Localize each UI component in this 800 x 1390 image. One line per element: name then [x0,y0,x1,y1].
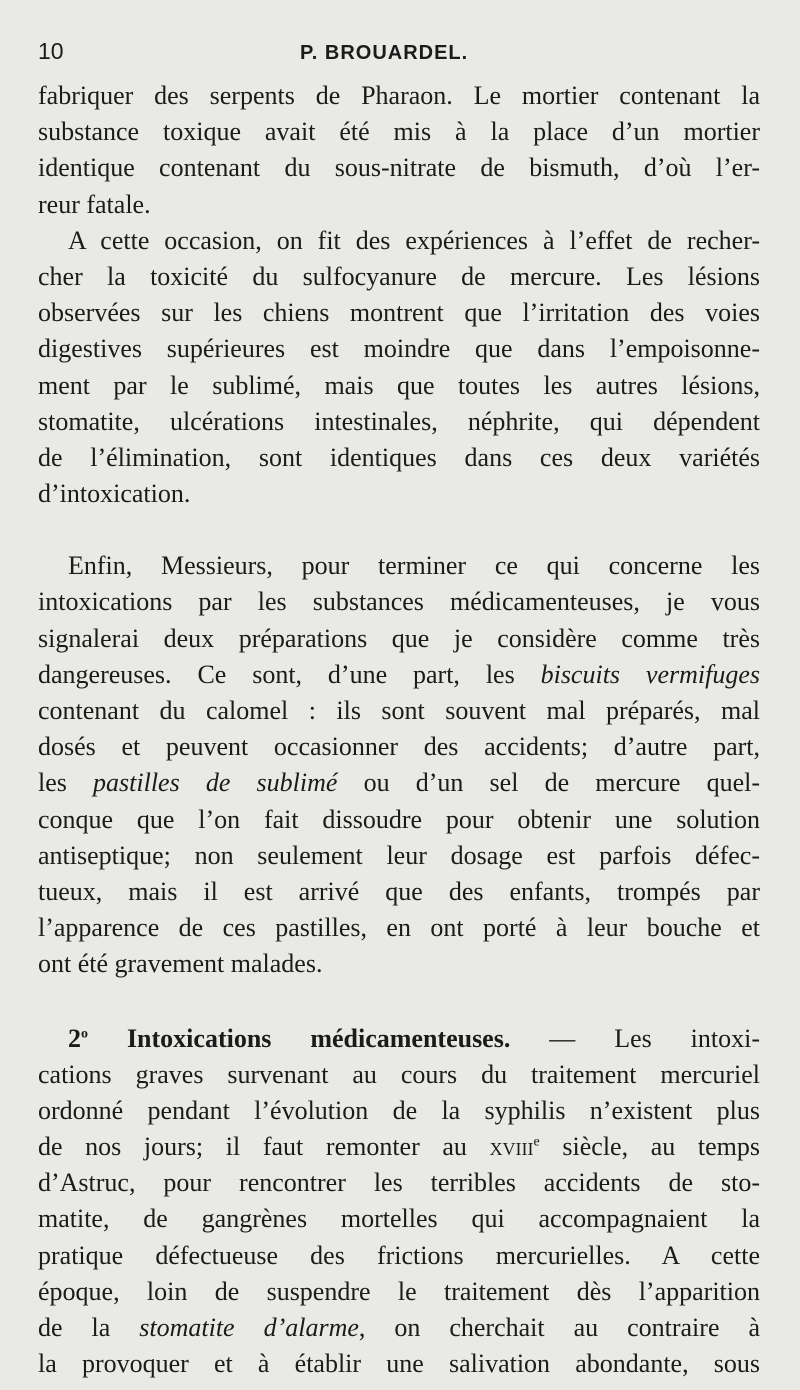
text-line: digestives supérieures est moindre que dans l’empoisonne- [38,334,760,364]
text-line: identique contenant du sous-nitrate de bismuth, d’où l’er- [38,153,760,183]
text-line: stomatite, ulcérations intestinales, néphrite, qui dépendent [38,406,760,436]
text-line: d’Astruc, pour rencontrer les terribles accidents de sto- [38,1168,760,1198]
text-run: de la [38,1313,140,1342]
italic-term: biscuits vermifuges [540,659,760,689]
text-run: dangereuses. Ce sont, d’une part, les [38,659,541,689]
text-line: signalerai deux préparations que je considère comme très [38,623,760,653]
text-line: ont été gravement malades. [38,949,323,979]
superscript: e [533,1134,540,1150]
text-line: contenant du calomel : ils sont souvent mal préparés, mal [38,696,760,725]
paragraph-1 [38,78,760,223]
page-number: 10 [38,38,64,64]
text-line: cher la toxicité du sulfocyanure de mercure. Les lésions [38,261,760,291]
section-2 [38,1021,760,1383]
text-line: d’intoxication. [38,479,191,509]
text-line: ment par le sublimé, mais que toutes les autres lésions, [38,370,760,400]
text-run: de nos jours; il faut remonter au [38,1132,490,1162]
page-header [38,38,760,78]
text-line: Enfin, Messieurs, pour terminer ce qui concerne les [68,551,760,581]
section-number: 2$^o$ [68,1023,88,1053]
text-line: cations graves survenant au cours du traitement mercuriel [38,1059,760,1089]
text-line: conque que l’on fait dissoudre pour obtenir une solution [38,804,760,834]
text-line: dosés et peuvent occasionner des accidents; d’autre part, [38,732,760,762]
text-line: intoxications par les substances médicamenteuses, je vous [38,587,760,617]
text-line: époque, loin de suspendre le traitement dès l’apparition [38,1276,760,1306]
section-gap [38,983,760,1021]
text-run: — Les intoxi- [510,1023,760,1053]
text-line: ordonné pendant l’évolution de la syphilis n’existent plus [38,1095,760,1125]
text-line: A cette occasion, on fit des expériences à l’effet de recher- [68,225,760,255]
running-title: P. BROUARDEL. [300,42,469,64]
text-line: observées sur les chiens montrent que l’irritation des voies [38,298,760,328]
text-line: substance toxique avait été mis à la place d’un mortier [38,117,760,147]
paragraph-gap [38,512,760,548]
text-line: de l’élimination, sont identiques dans ces deux variétés [38,442,760,472]
italic-term: pastilles de sublimé [93,768,338,798]
section-heading-line [38,1021,760,1057]
text-run: , on cherchait au contraire à [358,1313,760,1342]
text-line: tueux, mais il est arrivé que des enfants, trompés par [38,876,760,906]
paragraph-2 [38,223,760,513]
text-line [38,657,760,693]
text-line: pratique défectueuse des frictions mercurielles. A cette [38,1240,760,1270]
century-numeral: xviii [489,1132,534,1162]
paragraph-3 [38,548,760,982]
section-title: Intoxications médicamenteuses. [126,1023,511,1053]
italic-term: stomatite d’alarme [139,1313,359,1342]
text-line: antiseptique; non seulement leur dosage est parfois défec- [38,840,760,870]
text-line: l’apparence de ces pastilles, en ont porté à leur bouche et [38,913,760,943]
text-run: les [38,768,94,798]
text-line [38,1129,760,1165]
text-run: ou d’un sel de mercure quel- [337,768,760,798]
text-line: la provoquer et à établir une salivation abondante, sous [38,1349,760,1379]
text-run: siècle, au temps [539,1132,760,1162]
text-line [38,765,760,801]
text-line: matite, de gangrènes mortelles qui accompagnaient la [38,1204,760,1234]
text-line: fabriquer des serpents de Pharaon. Le mortier contenant la [38,81,760,110]
text-line [38,1310,760,1346]
text-line: reur fatale. [38,189,151,219]
